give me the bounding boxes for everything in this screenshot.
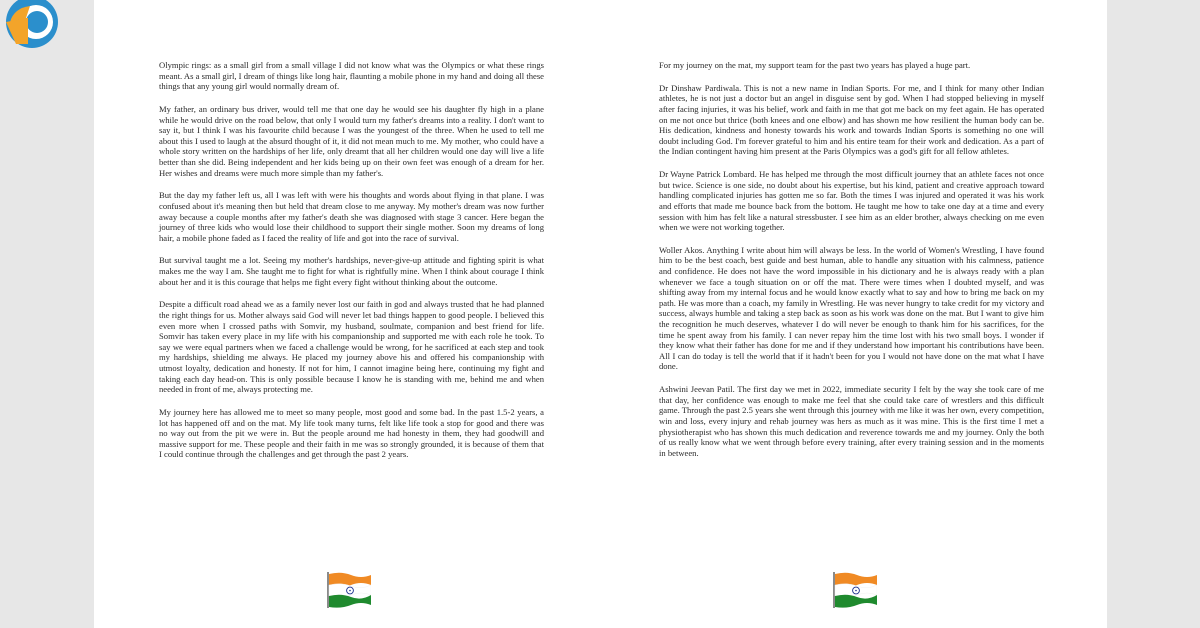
paragraph: But survival taught me a lot. Seeing my mother's hardships, never-give-up attitude and fighting spirit is what makes me the way I am. She taught me to fight for what is rightfully mine. When I think about courage I think about her and it is this courage that helps me fight every fight without thinking about the outcome. <box>159 255 544 287</box>
paragraph: But the day my father left us, all I was left with were his thoughts and words about flying in that plane. I was confused about it's meaning then but held that dream close to me anyway. My mother's dream was now further away because a couple months after my father's death she was diagnosed with stage 3 cancer. Here began the journey of three kids who would lose their childhood to support their single mother. Soon my dreams of long hair, a mobile phone faded as I faced the reality of life and got into the race of survival. <box>159 190 544 243</box>
left-page <box>94 0 601 628</box>
paragraph: Woller Akos. Anything I write about him will always be less. In the world of Women's Wrestling, I have found him to be the best coach, best guide and best human, able to handle any situation with his calmness, patience and confidence. He does not have the word impossible in his dictionary and he is always ready with a plan whenever we face a tough situation on or off the mat. There were times when I doubted myself, and was shifting away from my internal focus and he would know exactly what to say and how to bring me back on my path. He was more than a coach, my family in Wrestling. He was never hungry to take credit for my victory and success, always humble and taking a step back as soon as his work was done on the mat. But I want to give him the recognition he much deserves, whatever I do will never be enough to thank him for his sacrifices, for the time he spent away from his family. I can never repay him the time lost with his two small boys. I wonder if they know what their father has done for me and if they understand how important his contributions have been. All I can do today is tell the world that if it hadn't been for you I would not have done on the mat what I have done. <box>659 244 1044 372</box>
left-page-text <box>159 60 544 472</box>
paragraph: Dr Dinshaw Pardiwala. This is not a new name in Indian Sports. For me, and I think for many other Indian athletes, he is not just a doctor but an angel in disguise sent by god. When I had stopped believing in myself after facing injuries, it was his belief, work and faith in me that got me back on my feet again. He has operated on me not once but thrice (both knees and one elbow) and has shown me how resilient the human body can be. His dedication, kindness and honesty towards his work and towards Indian Sports is something no one will doubt including God. I'm forever grateful to him and his entire team for their work and dedication. As a part of the Indian contingent having him present at the Paris Olympics was a god's gift for all fellow athletes. <box>659 82 1044 157</box>
paragraph: Ashwini Jeevan Patil. The first day we met in 2022, immediate security I felt by the way she took care of me that day, her confidence was enough to make me feel that she could take care of wrestlers and this difficult game. Through the past 2.5 years she went through this journey with me like it was her own, every competition, win and loss, every injury and rehab journey was hers as much as it was mine. This is the first time I met a physiotherapist who has shown this much dedication and reverence towards me and my journey. Only the both of us really know what we went through before every training, after every training session and in the moments in between. <box>659 384 1044 458</box>
right-page-text <box>659 60 1044 471</box>
paragraph: My journey here has allowed me to meet so many people, most good and some bad. In the past 1.5-2 years, a lot has happened off and on the mat. My life took many turns, felt like life took a stop for good and there was no way out from the pit we were in. But the people around me had honesty in them, they had goodwill and massive support for me. These people and their faith in me was so strongly grounded, it is because of them that I could continue through the challenges and get through the past 2 years. <box>159 406 544 460</box>
paragraph: For my journey on the mat, my support team for the past two years has played a huge part. <box>659 60 971 70</box>
paragraph: My father, an ordinary bus driver, would tell me that one day he would see his daughter fly high in a plane while he would drive on the road below, that only I would turn my father's dreams into a reality. I don't want to say it, but I think I was his favourite child because I was the youngest of the three. When he used to tell me about this I used to laugh at the absurd thought of it, it did not mean much to me. My mother, who could have a whole story written on the hardships of her life, only dreamt that all her children would one day will live a life better than she did. Being independent and her kids being up on their own feet was enough of a dream for her. Her wishes and dreams were much more simple than my father's. <box>159 103 544 178</box>
paragraph: Despite a difficult road ahead we as a family never lost our faith in god and always trusted that he had planned the right things for us. Mother always said God will never let bad things happen to good people. I believed this even more when I crossed paths with Somvir, my husband, soulmate, companion and best friend for life. Somvir has taken every place in my life with his companionship and supported me with each role he took. To say we were equal partners when we faced a challenge would be wrong, for he sacrificed at each step and took my hardships, shielding me always. He placed my journey above his and offered his companionship with utmost loyalty, dedication and honesty. If not for him, I cannot imagine being here, continuing my fight and taking each day head-on. This is only possible because I know he is standing with me, behind me and when needed in front of me, always protecting me. <box>159 299 544 395</box>
paragraph: Olympic rings: as a small girl from a small village I did not know what was the Olympics or what these rings meant. As a small girl, I dream of things like long hair, flaunting a mobile phone in my hand and doing all these things that any young girl would normally dream of. <box>159 60 544 92</box>
paragraph: Dr Wayne Patrick Lombard. He has helped me through the most difficult journey that an athlete faces not once but twice. Science is one side, no doubt about his expertise, but his kind, patient and creative approach toward handling complicated injuries has gotten me so far. Both the times I was injured and operated it was his work and efforts that made me bounce back from the bottom. He taught me how to take one day at a time and every session with him has felt like a natural stressbuster. I see him as an elder brother, always checking on me even when we were not working together. <box>659 169 1044 233</box>
right-page <box>600 0 1107 628</box>
indian-flag-icon <box>327 572 371 608</box>
indian-flag-icon <box>833 572 877 608</box>
id-logo-icon <box>0 0 64 56</box>
